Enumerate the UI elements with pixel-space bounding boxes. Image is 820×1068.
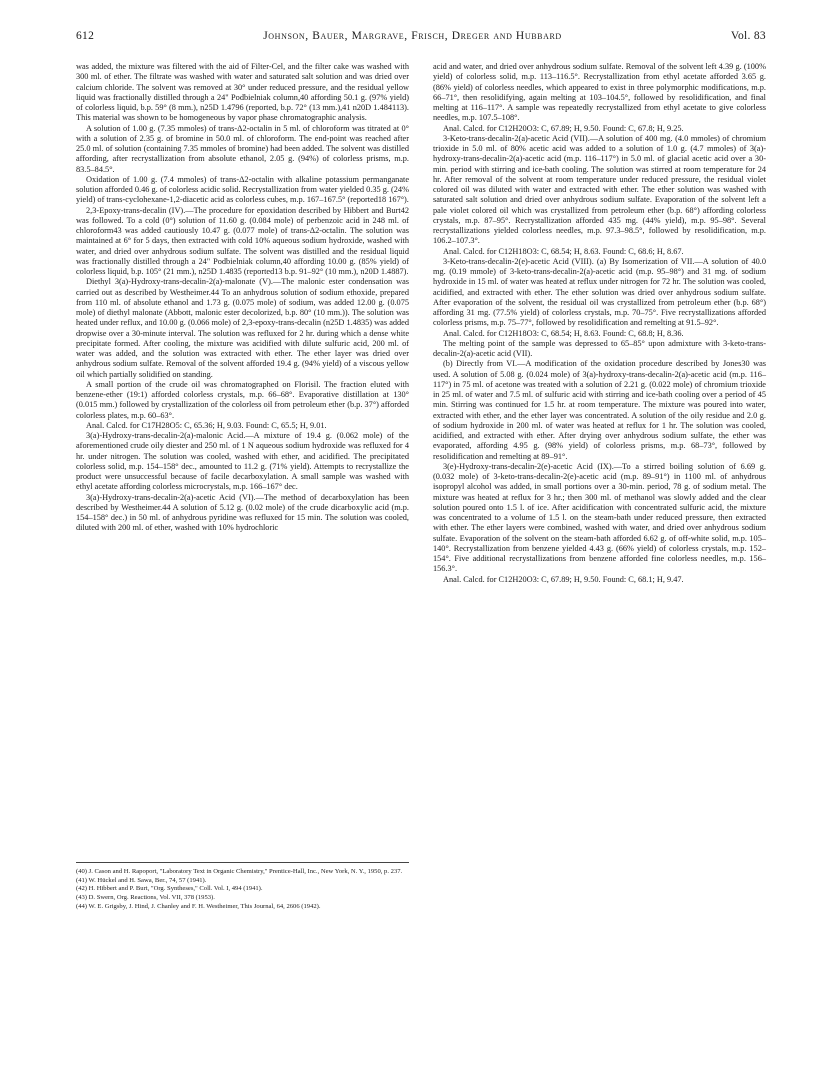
footnote: (44) W. E. Grigsby, J. Hind, J. Chanley and F. H. Westheimer, This Journal, 64, 2606 (1942). [76,902,321,910]
paragraph: (b) Directly from VI.—A modification of the oxidation procedure described by Jones30 was used. A solution of 5.08 g. (0.024 mole) of 3(a)-hydroxy-trans-decalin-2(a)-acetic acid (m.p. 116–117°) in 75 ml. of acetone was treated with a solution of 2.21 g. (0.022 mole) of chromium trioxide in 25 ml. of water and 7.5 ml. of sulfuric acid with stirring and ice-bath cooling over a period of 45 min. Stirring was continued for 1.5 hr. at room temperature. The mixture was poured into water, extracted with ether, and the ether layer was concentrated. A solution of the oily residue and 2.0 g. of sodium hydroxide in 200 ml. of water was heated at reflux for 1 hr. The solution was cooled, acidified, and extracted with ether. After drying over anhydrous sodium sulfate, the ether was evaporated, affording 4.95 g. (98% yield) of colorless prisms, m.p. 68–73°, followed by resolidification and remelting at 89–91°. [433,359,766,461]
analysis-line: Anal. Calcd. for C17H28O5: C, 65.36; H, 9.03. Found: C, 65.5; H, 9.01. [86,420,327,430]
paragraph: The melting point of the sample was depressed to 65–85° upon admixture with 3-keto-trans-decalin-2(a)-acetic acid (VII). [433,338,766,358]
paragraph: A solution of 1.00 g. (7.35 mmoles) of trans-Δ2-octalin in 5 ml. of chloroform was titrated at 0° with a solution of 2.35 g. of bromine in 50.0 ml. of chloroform. The end-point was reached after 25.0 ml. of solution (containing 7.35 mmoles of bromine) had been added. The solvent was distilled affording, after recrystallization from absolute ethanol, 2.05 g. (94%) of colorless prisms, m.p. 83.5–84.5°. [76,123,409,174]
running-title: Johnson, Bauer, Margrave, Frisch, Dreger and Hubbard [263,30,562,42]
paragraph: Oxidation of 1.00 g. (7.4 mmoles) of trans-Δ2-octalin with alkaline potassium permanganate solution afforded 0.46 g. of colorless acidic solid. Recrystallization from water yielded 0.35 g. (24% yield) of trans-cyclohexane-1,2-diacetic acid as colorless cubes, m.p. 167–167.5° (reported18 167°). [76,174,409,205]
page-number: 612 [76,30,95,42]
paragraph: A small portion of the crude oil was chromatographed on Florisil. The fraction eluted with benzene-ether (19:1) afforded colorless crystals, m.p. 66–68°. Evaporative distillation at 130° (0.015 mm.) followed by crystallization of the colorless oil from petroleum ether (b.p. 37°) afforded colorless plates, m.p. 60–63°. [76,379,409,420]
volume-label: Vol. 83 [730,30,766,42]
paragraph: 3(a)-Hydroxy-trans-decalin-2(a)-acetic Acid (VI).—The method of decarboxylation has been described by Westheimer.44 A solution of 5.12 g. (0.02 mole) of the crude dicarboxylic acid (m.p. 154–158° dec.) in 50 ml. of anhydrous pyridine was refluxed for 15 min. The solution was cooled, diluted with 200 ml. of ether, washed with 10% hydrochloric [76,492,409,533]
paragraph: 3-Keto-trans-decalin-2(e)-acetic Acid (VIII). (a) By Isomerization of VII.—A solution of 40.0 mg. (0.19 mmole) of 3-keto-trans-decalin-2(a)-acetic acid (m.p. 95–98°) and 31 mg. of sodium hydroxide in 15 ml. of water was heated at reflux under nitrogen for 72 hr. The solution was cooled, acidified, and extracted with ether. The ether solution was dried over anhydrous sodium sulfate. After evaporation of the solvent, the residual oil was crystallized from petroleum ether (b.p. 68°) affording 31 mg. (77.5% yield) of colorless crystals, m.p. 70–75°. Five recrystallizations afforded colorless prisms, m.p. 75–77°, followed by resolidification and remelting at 91.5–92°. [433,256,766,328]
paragraph: 2,3-Epoxy-trans-decalin (IV).—The procedure for epoxidation described by Hibbert and Burt42 was followed. To a cold (0°) solution of 11.60 g. (0.084 mole) of perbenzoic acid in 248 ml. of chloroform43 was added cautiously 10.47 g. (0.077 mole) of trans-Δ2-octalin. The solution was maintained at 6° for 5 days, then extracted with cold 10% aqueous sodium hydroxide, washed with water, and dried over anhydrous sodium sulfate. The solvent was distilled and the residual liquid was fractionally distilled through a 24" Podbielniak column,40 affording 10.00 g. (85% yield) of colorless liquid, b.p. 105° (21 mm.), n25D 1.4835 (reported13 b.p. 91–92° (10 mm.), n20D 1.4887). [76,205,409,276]
footnote: (41) W. Hückel and H. Sawa, Ber., 74, 57 (1941). [76,876,207,884]
footnote: (42) H. Hibbert and P. Burt, "Org. Syntheses," Coll. Vol. I, 494 (1941). [76,885,263,893]
paragraph: was added, the mixture was filtered with the aid of Filter-Cel, and the filter cake was washed with 300 ml. of ether. The filtrate was washed with water and saturated salt solution and was dried over calcium chloride. The solvent was removed at 30° under reduced pressure, and the residual yellow liquid was fractionally distilled through a 24" Podbielniak column,40 affording 50.1 g. (97% yield) of colorless liquid, b.p. 59° (8 mm.), n25D 1.4796 (reported, b.p. 72° (13 mm.),41 n20D 1.484113). This material was shown to be homogeneous by vapor phase chromatographic analysis. [76,62,409,123]
paragraph: 3(a)-Hydroxy-trans-decalin-2(a)-malonic Acid.—A mixture of 19.4 g. (0.062 mole) of the aforementioned crude oily diester and 250 ml. of 1 N aqueous sodium hydroxide was refluxed for 4 hr. under nitrogen. The solution was cooled, washed with ether, and acidified. The precipitated colorless solid, m.p. 154–158° dec., amounted to 11.2 g. (71% yield). Attempts to recrystallize the product were unsuccessful because of facile decarboxylation. A small sample was washed with ethyl acetate affording colorless microcrystals, m.p. 166–167° dec. [76,431,409,492]
analysis-line: Anal. Calcd. for C12H18O3: C, 68.54; H, 8.63. Found: C, 68.6; H, 8.67. [443,246,684,256]
paragraph: 3(e)-Hydroxy-trans-decalin-2(e)-acetic Acid (IX).—To a stirred boiling solution of 6.69 g. (0.032 mole) of 3-keto-trans-decalin-2(e)-acetic acid (m.p. 89–91°) in 1100 ml. of anhydrous isopropyl alcohol was added, in small portions over a 30-min. period, 78 g. of sodium metal. The mixture was heated at reflux for 3 hr.; then 300 ml. of methanol was slowly added and the clear solution poured onto 1.5 l. of ice. After acidification with concentrated sulfuric acid, the mixture was concentrated to a volume of 1.5 l. on the steam-bath under reduced pressure, then extracted with ether. The ether layers were combined, washed with water, and dried over anhydrous sodium sulfate. Evaporation of the solvent on the steam-bath afforded 6.62 g. of off-white solid, m.p. 105–140°. Recrystallization from benzene yielded 4.43 g. (66% yield) of colorless crystals, m.p. 152–154°. Five additional recrystallizations from benzene afforded fine colorless needles, m.p. 156–156.3°. [433,461,766,574]
analysis-line: Anal. Calcd. for C12H20O3: C, 67.89; H, 9.50. Found: C, 68.1; H, 9.47. [443,574,684,584]
running-header [76,29,766,43]
paragraph: Diethyl 3(a)-Hydroxy-trans-decalin-2(a)-malonate (V).—The malonic ester condensation was carried out as described by Westheimer.44 To an anhydrous solution of sodium ethoxide, prepared from 110 ml. of absolute ethanol and 1.73 g. (0.075 mole) of sodium, was added 12.00 g. (0.075 mole) of diethyl malonate (Abbott, malonic ester decolorized, b.p. 80° (10 mm.)). The solution was heated under reflux, and 10.00 g. (0.066 mole) of 2,3-epoxy-trans-decalin (n25D 1.4835) was added dropwise over a 30-minute interval. The solution was refluxed for 2 hr. during which a dense white precipitate formed. After cooling, the mixture was acidified with dilute sulfuric acid, 200 ml. of water was added, and the solution was extracted with ether. The ether layer was dried over anhydrous sodium sulfate. Removal of the solvent afforded 19.4 g. (94% yield) of a viscous yellow oil which partially solidified on standing. [76,277,409,379]
right-column [433,62,766,1052]
analysis-line: Anal. Calcd. for C12H20O3: C, 67.89; H, 9.50. Found: C, 67.8; H, 9.25. [443,123,684,133]
paragraph: 3-Keto-trans-decalin-2(a)-acetic Acid (VII).—A solution of 400 mg. (4.0 mmoles) of chromium trioxide in 5.0 ml. of 80% acetic acid was added to a solution of 1.0 g. (4.7 mmoles) of 3(a)-hydroxy-trans-decalin-2(a)-acetic acid (m.p. 116–117°) in 5.0 ml. of glacial acetic acid over a 30-min. period with stirring and ice-bath cooling. The solution was stirred at room temperature for 24 hr. After removal of the solvent at room temperature under reduced pressure, the residual violet colored oil was diluted with water and extracted with ether. The ether solution was washed with saturated salt solution and dried over anhydrous sodium sulfate. Evaporation of the solvent left a pale violet colored oil which was crystallized from petroleum ether (b.p. 68°) affording colorless crystals, m.p. 87–95°. Recrystallization afforded 435 mg. (44% yield), m.p. 95–98°. Several recrystallizations yielded colorless needles, m.p. 97.3–98.5°, followed by resolidification, m.p. 106.2–107.3°. [433,133,766,246]
paragraph: acid and water, and dried over anhydrous sodium sulfate. Removal of the solvent left 4.39 g. (100% yield) of colorless solid, m.p. 113–116.5°. Recrystallization from ethyl acetate afforded 3.65 g. (86% yield) of colorless needles, which appeared to exist in three polymorphic modifications, m.p. 66–71°, then resolidifying, again melting at 103–104.5°, followed by resolidification, and final melting at 116–117°. A sample was repeatedly recrystallized from ethyl acetate to give colorless needles, m.p. 107.5–108°. [433,62,766,123]
analysis-line: Anal. Calcd. for C12H18O3: C, 68.54; H, 8.63. Found: C, 68.8; H, 8.36. [443,328,684,338]
footnote: (40) J. Cason and H. Rapoport, "Laboratory Text in Organic Chemistry," Prentice-Hall, Inc., New York, N. Y., 1950, p. 237. [76,868,403,875]
footnotes [76,862,409,911]
footnote: (43) D. Swern, Org. Reactions, Vol. VII, 378 (1953). [76,894,215,902]
